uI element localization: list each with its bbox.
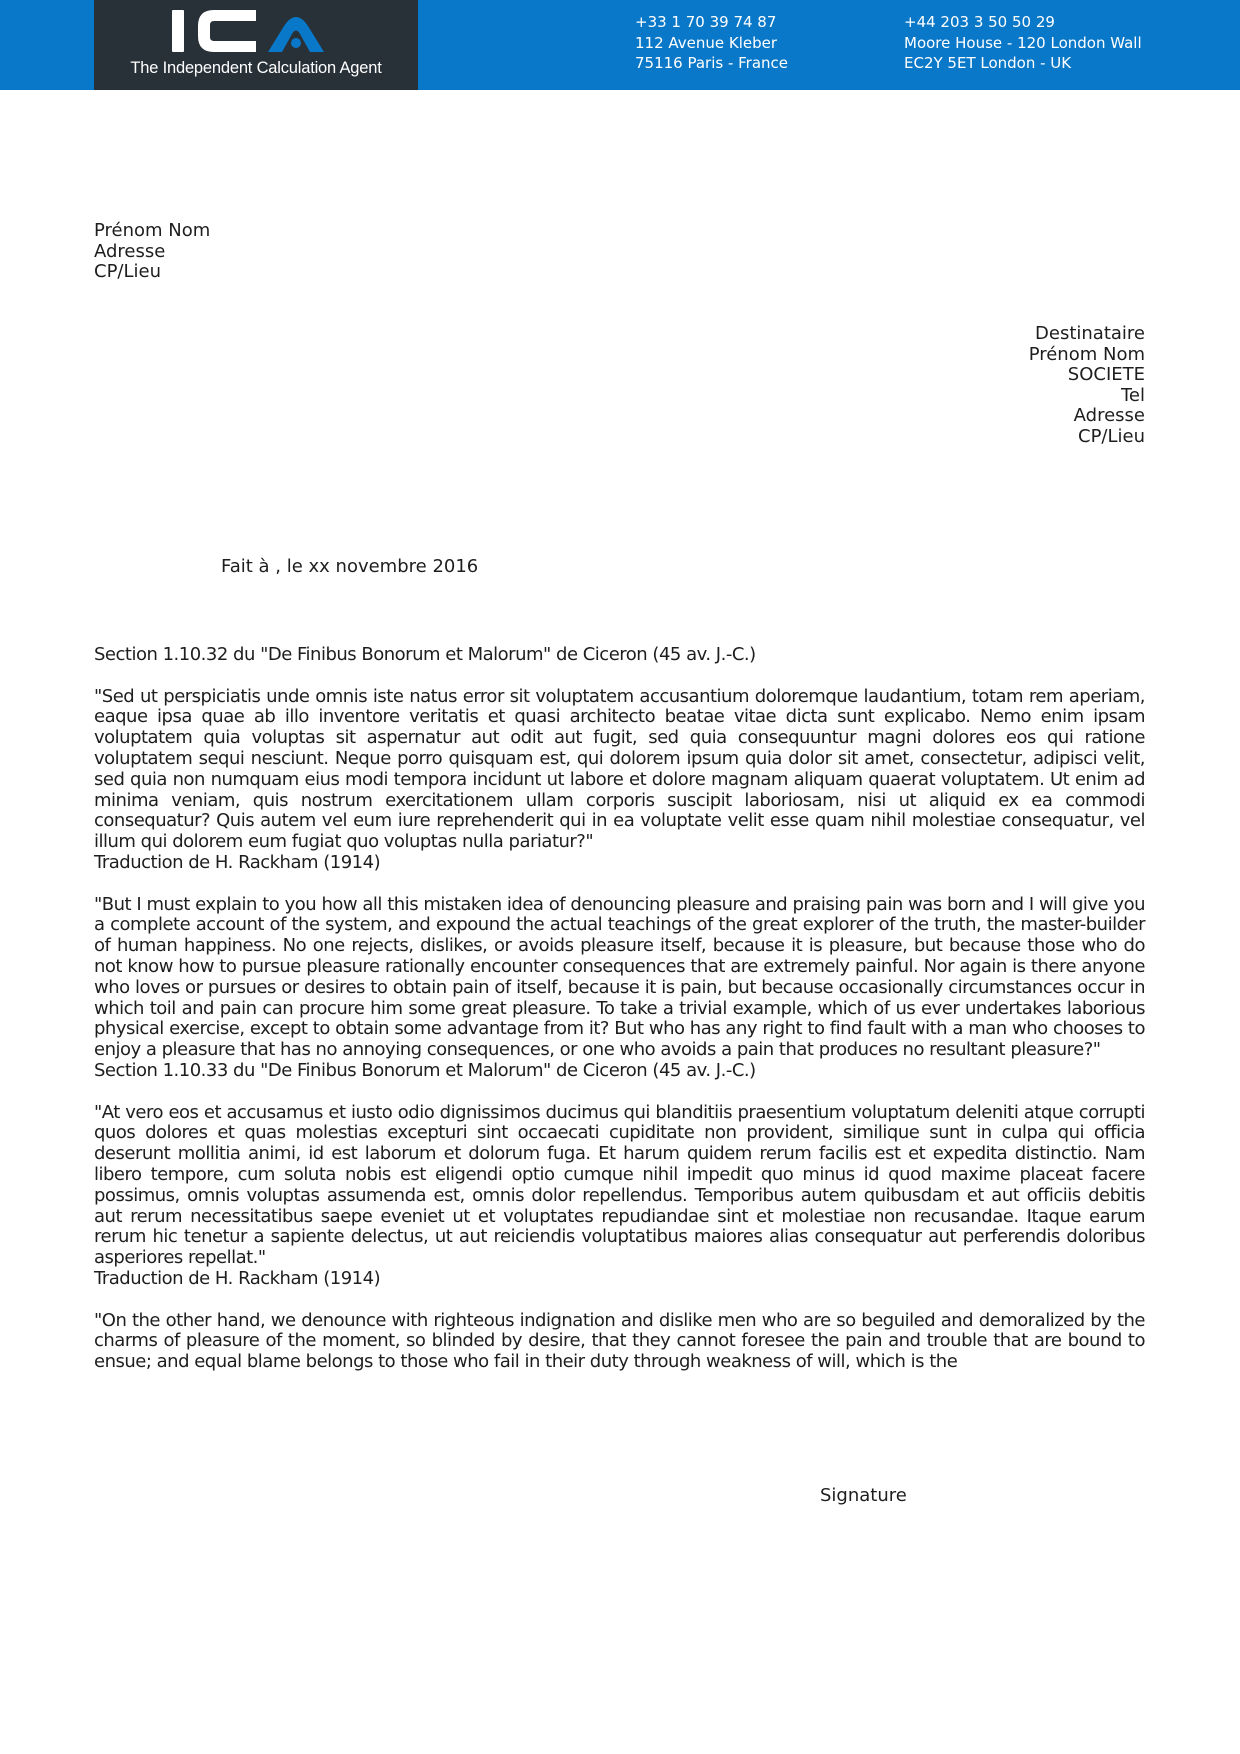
body-paragraph: "But I must explain to you how all this mistaken idea of denouncing pleasure and praising pain was born and I will give you a complete account of the system, and expound the actual teachings of the great explorer of the truth, the master-builder of human happiness. No one rejects, dislikes, or avoids pleasure itself, because it is pleasure, but because those who do not know how to pursue pleasure rationally encounter consequences that are extremely painful. Nor again is there anyone who loves or pursues or desires to obtain pain of itself, because it is pain, but because occasionally circumstances occur in which toil and pain can procure him some great pleasure. To take a trivial example, which of us ever undertakes laborious physical exercise, except to obtain some advantage from it? But who has any right to find fault with a man who chooses to enjoy a pleasure that has no annoying consequences, or one who avoids a pain that produces no resultant pleasure?" [94, 893, 1145, 1061]
sender-name: Prénom Nom [94, 220, 211, 241]
letter-body [94, 645, 1145, 1373]
recipient-block [1029, 324, 1145, 447]
london-phone: +44 203 3 50 50 29 [904, 13, 1055, 31]
section-heading: Section 1.10.32 du "De Finibus Bonorum et Malorum" de Ciceron (45 av. J.-C.) [94, 644, 756, 665]
signature: Signature [820, 1485, 907, 1506]
paris-office-contact [635, 12, 788, 74]
recipient-name: Prénom Nom [1028, 343, 1145, 365]
sender-city: CP/Lieu [94, 261, 161, 282]
sender-address: Adresse [94, 240, 166, 262]
recipient-company: SOCIETE [1067, 364, 1145, 385]
letterhead-bar [0, 0, 1240, 90]
london-city: EC2Y 5ET London - UK [904, 54, 1072, 72]
paris-city: 75116 Paris - France [635, 54, 789, 72]
logo [94, 0, 418, 90]
translation-credit: Traduction de H. Rackham (1914) [94, 851, 381, 873]
recipient-tel: Tel [1120, 384, 1145, 406]
paris-street: 112 Avenue Kleber [635, 33, 778, 52]
sender-block [94, 221, 210, 283]
translation-credit: Traduction de H. Rackham (1914) [94, 1267, 381, 1289]
recipient-city: CP/Lieu [1078, 425, 1145, 447]
paris-phone: +33 1 70 39 74 87 [635, 13, 777, 31]
section-heading: Section 1.10.33 du "De Finibus Bonorum et Malorum" de Ciceron (45 av. J.-C.) [94, 1059, 756, 1081]
body-paragraph: "At vero eos et accusamus et iusto odio dignissimos ducimus qui blanditiis praesentium voluptatum deleniti atque corrupti quos dolores et quas molestias excepturi sint occaecati cupiditate non provident, similique sunt in culpa qui officia deserunt mollitia animi, id est laborum et dolorum fuga. Et harum quidem rerum facilis est et expedita distinctio. Nam libero tempore, cum soluta nobis est eligendi optio cumque nihil impedit quo minus id quod maxime placeat facere possimus, omnis voluptas assumenda est, omnis dolor repellendus. Temporibus autem quibusdam et aut officiis debitis aut rerum necessitatibus saepe eveniet ut et voluptates repudiandae sint et molestiae non recusandae. Itaque earum rerum hic tenetur a sapiente delectus, ut aut reiciendis voluptatibus maiores alias consequatur aut perferendis doloribus asperiores repellat." [94, 1101, 1145, 1269]
place-date: Fait à , le xx novembre 2016 [221, 556, 479, 577]
logo-tagline: The Independent Calculation Agent [130, 59, 382, 77]
recipient-address: Adresse [1073, 405, 1145, 426]
ica-logo-mark [172, 10, 340, 54]
london-office-contact [904, 12, 1142, 74]
body-paragraph: "Sed ut perspiciatis unde omnis iste natus error sit voluptatem accusantium doloremque laudantium, totam rem aperiam, eaque ipsa quae ab illo inventore veritatis et quasi architecto beatae vitae dicta sunt explicabo. Nemo enim ipsam voluptatem quia voluptas sit aspernatur aut odit aut fugit, sed quia consequuntur magni dolores eos qui ratione voluptatem sequi nesciunt. Neque porro quisquam est, qui dolorem ipsum quia dolor sit amet, consectetur, adipisci velit, sed quia non numquam eius modi tempora incidunt ut labore et dolore magnam aliquam quaerat voluptatem. Ut enim ad minima veniam, quis nostrum exercitationem ullam corporis suscipit laboriosam, nisi ut aliquid ex ea commodi consequatur? Quis autem vel eum iure reprehenderit qui in ea voluptate velit esse quam nihil molestiae consequatur, vel illum qui dolorem eum fugiat quo voluptas nulla pariatur?" [94, 685, 1145, 853]
body-paragraph: "On the other hand, we denounce with righteous indignation and dislike men who are so beguiled and demoralized by the charms of pleasure of the moment, so blinded by desire, that they cannot foresee the pain and trouble that are bound to ensue; and equal blame belongs to those who fail in their duty through weakness of will, which is the [94, 1309, 1145, 1373]
london-street: Moore House - 120 London Wall [904, 33, 1142, 52]
recipient-label: Destinataire [1035, 323, 1145, 344]
